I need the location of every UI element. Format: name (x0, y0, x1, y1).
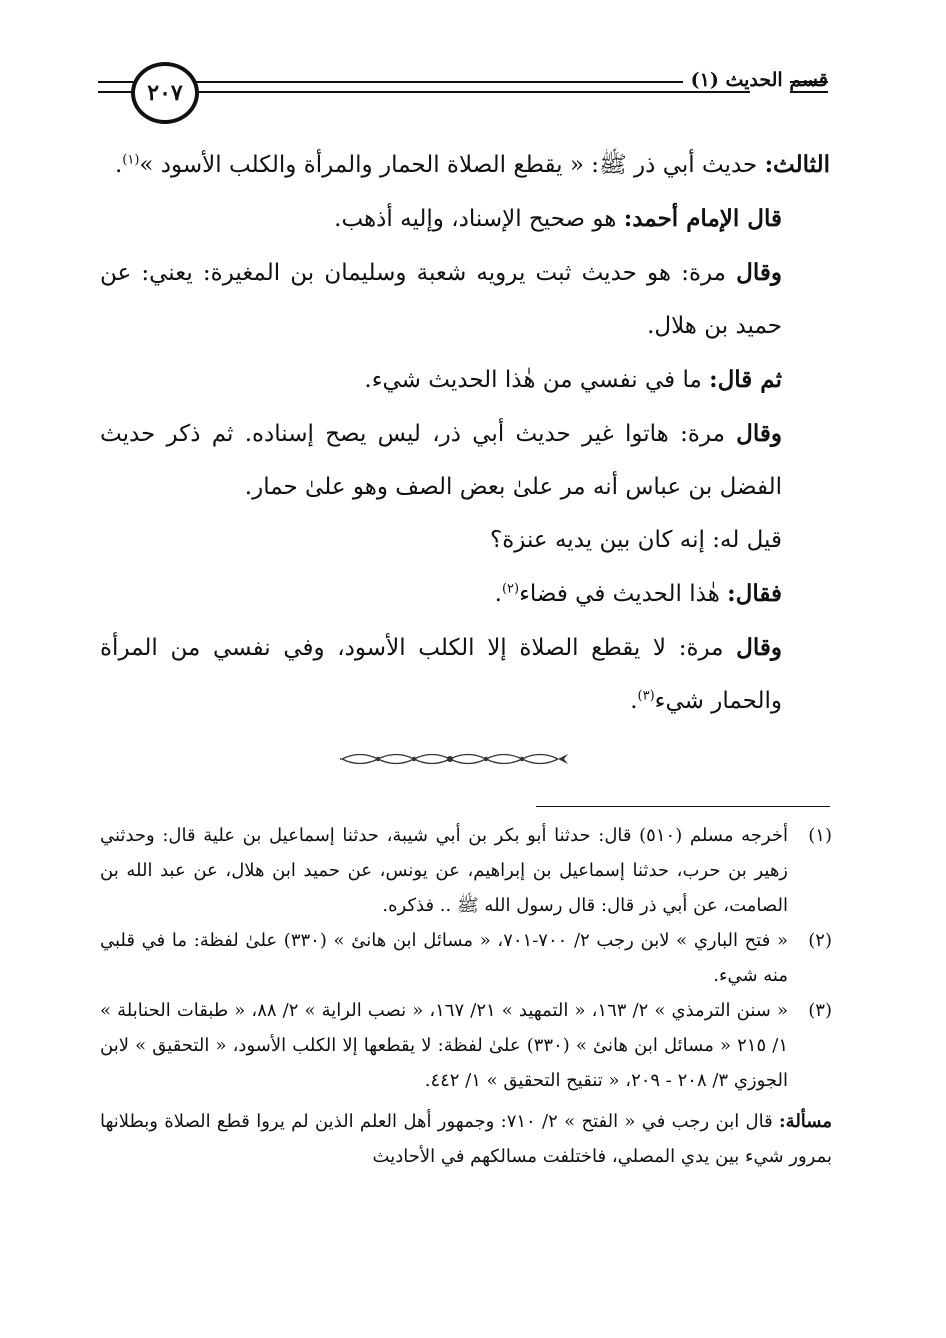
footnote-number: (١) (808, 825, 832, 846)
extra-note-lead: مسألة: (779, 1111, 832, 1132)
paragraph-end: . (494, 581, 502, 607)
paragraph-text: حديث أبي ذر ﷺ: « يقطع الصلاة الحمار والمرأة والكلب الأسود » (139, 152, 765, 178)
paragraph-text: مرة: هو حديث ثبت يرويه شعبة وسليمان بن المغيرة: يعني: عن حميد بن هلال. (100, 260, 782, 339)
paragraph-text: مرة: لا يقطع الصلاة إلا الكلب الأسود، وفي نفسي من المرأة والحمار شيء (100, 635, 782, 714)
paragraph-lead: قال الإمام أحمد: (623, 205, 782, 232)
page-number-badge (131, 62, 199, 124)
header-rule-right-bottom (790, 91, 828, 93)
footnotes (100, 818, 832, 1192)
running-title: قسم الحديث (١) (683, 69, 828, 91)
paragraph-text: قيل له: إنه كان بين يديه عنزة؟ (490, 527, 782, 553)
paragraph-lead: وقال (736, 634, 782, 661)
footnote-number: (٣) (808, 1000, 832, 1021)
footnote-1 (100, 818, 832, 923)
paragraph-lead: وقال (736, 420, 782, 447)
footnote-separator (536, 806, 830, 807)
paragraph-2 (100, 192, 830, 246)
footnote-ref-2[interactable]: (٢) (501, 581, 520, 597)
footnote-ref-3[interactable]: (٣) (637, 688, 655, 704)
footnote-text: أخرجه مسلم (٥١٠) قال: حدثنا أبو بكر بن أبي شيبة، حدثنا إسماعيل بن علية قال: وحدثني زهير بن حرب، حدثنا إسماعيل بن إبراهيم، عن يونس، عن حميد ابن هلال، عن عبد الله بن الصامت، عن أبي ذر قال: قال رسول الله ﷺ .. فذكره. (100, 825, 788, 916)
section-ornament (340, 748, 570, 770)
paragraph-text: مرة: هاتوا غير حديث أبي ذر، ليس يصح إسناده. ثم ذكر حديث الفضل بن عباس أنه مر علىٰ بعض الصف وهو علىٰ حمار. (100, 421, 782, 500)
page-number: ٢٠٧ (147, 80, 183, 106)
header-rule-right-top (790, 81, 828, 83)
header-rule-top (190, 81, 750, 83)
paragraph-lead: وقال (736, 259, 782, 286)
paragraph-8 (100, 621, 830, 728)
footnote-text: « سنن الترمذي » ٢/ ١٦٣، « التمهيد » ٢١/ ١٦٧، « نصب الراية » ٢/ ٨٨، « طبقات الحنابلة » ١/ ٢١٥ « مسائل ابن هانئ » (٣٣٠) علىٰ لفظة: لا يقطعها إلا الكلب الأسود، « التحقيق » لابن الجوزي ٣/ ٢٠٨ - ٢٠٩، « تنقيح التحقيق » ١/ ٤٤٢. (100, 1000, 788, 1091)
page-header (98, 55, 828, 135)
paragraph-5 (100, 407, 830, 514)
footnote-ref-1[interactable]: (١) (122, 152, 140, 168)
paragraph-7 (100, 567, 830, 621)
paragraph-3 (100, 246, 830, 353)
footnote-2 (100, 923, 832, 993)
header-rule-bottom (190, 91, 750, 93)
extra-note-text: قال ابن رجب في « الفتح » ٢/ ٧١٠: وجمهور أهل العلم الذين لم يروا قطع الصلاة وبطلانها بمرور شيء بين يدي المصلي، فاختلفت مسالكهم في الأحاديث (100, 1111, 832, 1167)
paragraph-end: . (630, 688, 638, 714)
footnote-text: « فتح الباري » لابن رجب ٢/ ٧٠٠-٧٠١، « مسائل ابن هانئ » (٣٣٠) علىٰ لفظة: ما في قلبي منه شيء. (100, 930, 789, 986)
footnote-number: (٢) (808, 930, 832, 951)
paragraph-text: هو صحيح الإسناد، وإليه أذهب. (334, 206, 624, 232)
paragraph-end: . (114, 152, 123, 178)
paragraph-lead: الثالث: (764, 151, 830, 178)
paragraph-1 (100, 138, 830, 192)
footnote-extra-note (100, 1104, 832, 1174)
main-text (100, 138, 830, 728)
paragraph-text: ما في نفسي من هٰذا الحديث شيء. (364, 367, 710, 393)
paragraph-4 (100, 353, 830, 407)
paragraph-6 (100, 514, 830, 567)
paragraph-lead: ثم قال: (709, 366, 782, 393)
paragraph-text: هٰذا الحديث في فضاء (519, 581, 728, 607)
footnote-3 (100, 993, 832, 1098)
paragraph-lead: فقال: (727, 580, 782, 607)
